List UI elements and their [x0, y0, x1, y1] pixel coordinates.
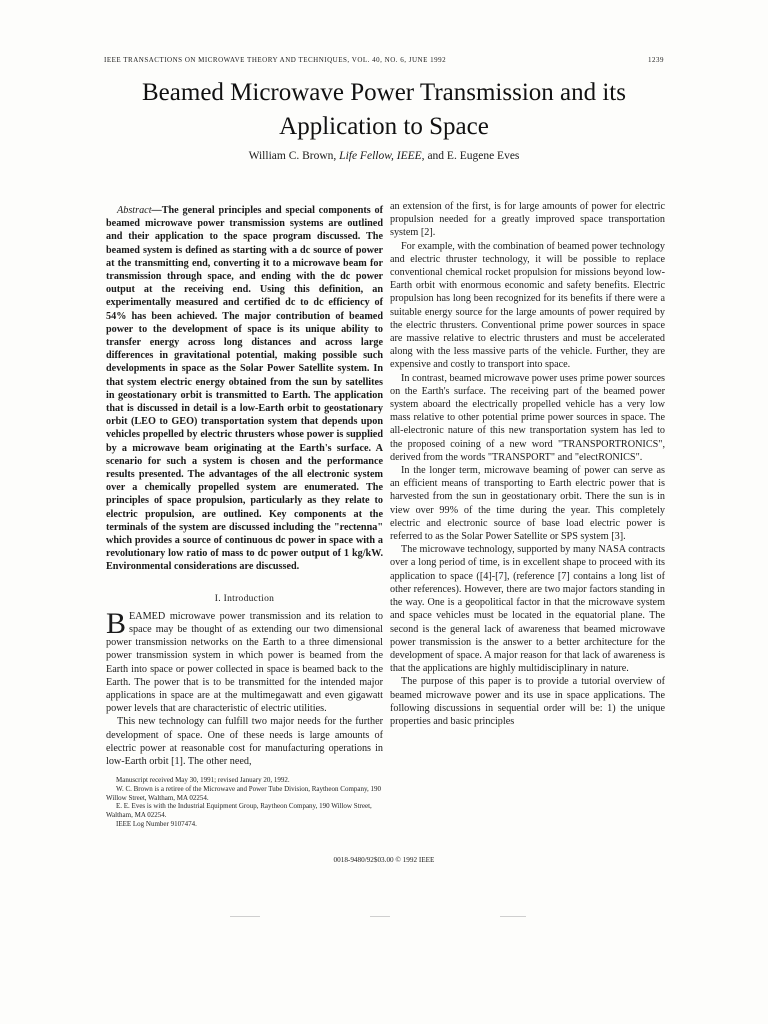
title-line-1: Beamed Microwave Power Transmission and its [142, 79, 626, 106]
right-paragraph-4: In the longer term, microwave beaming of power can serve as an efficient means of transporting to Earth electric power that is harvested from the sun in geostationary orbit. There the sun is in view over 99% of the time during the year. This completely electric and electronic source of base load electric power is referred to as the Solar Power Satellite or SPS system [3]. [390, 465, 665, 543]
copyright-footer: 0018-9480/92$03.00 © 1992 IEEE [333, 856, 435, 864]
author-1: William C. Brown, [248, 150, 337, 162]
right-paragraph-6: The purpose of this paper is to provide a tutorial overview of beamed microwave power and its use in space applications. The following discussions in sequential order will be: 1) the unique properties and basic principles [390, 676, 665, 727]
intro-paragraph-2: This new technology can fulfill two major needs for the further development of space. One of these needs is large amounts of electric power at reasonable cost for manufacturing operations in low-Earth orbit [1]. The other need, [106, 716, 383, 767]
scan-artifact [370, 916, 390, 917]
drop-cap: B [106, 606, 127, 640]
intro-paragraph-1-text: EAMED microwave power transmission and its relation to space may be thought of as extending our two dimensional power transmission networks on the Earth to a three dimensional power transmission system in which power is beamed from the Earth into space or power collected in space is beamed back to the Earth. The power that is to be transmitted for the intended major applications in space are at the multimegawatt and even gigawatt power levels that are characteristic of electric utilities. [106, 610, 383, 715]
footnote-received: Manuscript received May 30, 1991; revised January 20, 1992. [116, 776, 290, 784]
intro-paragraph-1 [106, 606, 383, 716]
author-line [60, 150, 708, 162]
right-paragraph-5: The microwave technology, supported by many NASA contracts over a long period of time, is in excellent shape to proceed with its application to space ([4]-[7], (reference [7] contains a long list of other references). However, there are two major factors standing in the way. One is a geopolitical factor in that the microwave system and space vehicles must be located in the equatorial plane. The second is the general lack of awareness that beamed microwave power transmission is the answer to a better architecture for the development of space. A major reason for that lack of awareness is that the applications are highly multidisciplinary in nature. [390, 544, 665, 675]
footnote-author-1: W. C. Brown is a retiree of the Microwave and Power Tube Division, Raytheon Company, 190 Willow Street, Waltham, MA 02254. [106, 784, 382, 802]
author-1-role: Life Fellow, IEEE, [339, 150, 425, 162]
right-paragraph-1: an extension of the first, is for large amounts of power for electric propulsion needed for a greatly improved space transportation system [2]. [390, 201, 665, 239]
right-column [390, 200, 665, 728]
scan-artifact [500, 916, 526, 917]
left-column [106, 204, 383, 768]
right-paragraph-2: For example, with the combination of beamed power technology and electric thruster technology, it will be possible to replace conventional chemical rocket propulsion for missions beyond low-Earth orbit with enormous economic and safety benefits. Electric propulsion has long been recognized for its benefits if there were a suitable energy source for the large amounts of power required by the electric thrusters. Conventional prime power sources in space are massive relative to electric thrusters and must be accelerated along with the less massive parts of the vehicle. Further, they are expensive and costly to transport into space. [390, 240, 665, 371]
right-paragraph-3: In contrast, beamed microwave power uses prime power sources on the Earth's surface. The receiving part of the beamed power system aboard the electrically propelled vehicle has a very low mass relative to other potential prime power sources in space. The all-electronic nature of this new transportation system has led to the proposed coining of a new word "TRANSPORTRONICS", derived from the words "TRANSPORT" and "electRONICS". [390, 372, 665, 463]
author-2: and E. Eugene Eves [427, 150, 520, 162]
abstract-label: Abstract [117, 205, 152, 216]
scan-artifact [230, 916, 260, 917]
section-heading-introduction: I. Introduction [214, 593, 275, 604]
footnote-author-2: E. E. Eves is with the Industrial Equipment Group, Raytheon Company, 190 Willow Street, Waltham, MA 02254. [106, 802, 372, 820]
paper-title [60, 76, 708, 144]
footnote [106, 776, 383, 829]
journal-line: IEEE TRANSACTIONS ON MICROWAVE THEORY AND TECHNIQUES, VOL. 40, NO. 6, JUNE 1992 [104, 56, 447, 64]
abstract-text: —The general principles and special components of beamed microwave power transmission systems are outlined and their application to the space program discussed. The beamed system is defined as starting with a dc source of power at the transmitting end, converting it to a microwave beam for transmission through space, and ending with the dc power output at the receiving end. Using this definition, an experimentally measured and certified dc to dc efficiency of 54% has been achieved. The major contribution of beamed power to the development of space is its unique ability to transfer energy across long distances and across large differences in gravitational potential, making possible such developments in space as the Solar Power Satellite system. In that system electric energy obtained from the sun by satellites in geostationary orbit is transmitted to Earth. The application that is discussed in detail is a low-Earth orbit to geostationary orbit (LEO to GEO) transportation system that depends upon vehicles propelled by electric thrusters whose power is supplied by a microwave beam originating at the Earth's surface. A scenario for such a system is chosen and the performance results presented. The advantages of the all electronic system over a chemically propelled system are enumerated. The principles of space propulsion, particularly as they relate to electric propulsion, are outlined. Key components at the terminals of the system are discussed including the "rectenna" which provides a source of continuous dc power in space with a revolutionary low ratio of mass to dc power output of 1 kg/kW. Environmental considerations are discussed. [106, 205, 383, 573]
title-line-2: Application to Space [279, 113, 489, 140]
footnote-log: IEEE Log Number 9107474. [116, 819, 197, 828]
page-number: 1239 [648, 56, 664, 64]
abstract [106, 204, 383, 574]
running-header [104, 56, 664, 64]
